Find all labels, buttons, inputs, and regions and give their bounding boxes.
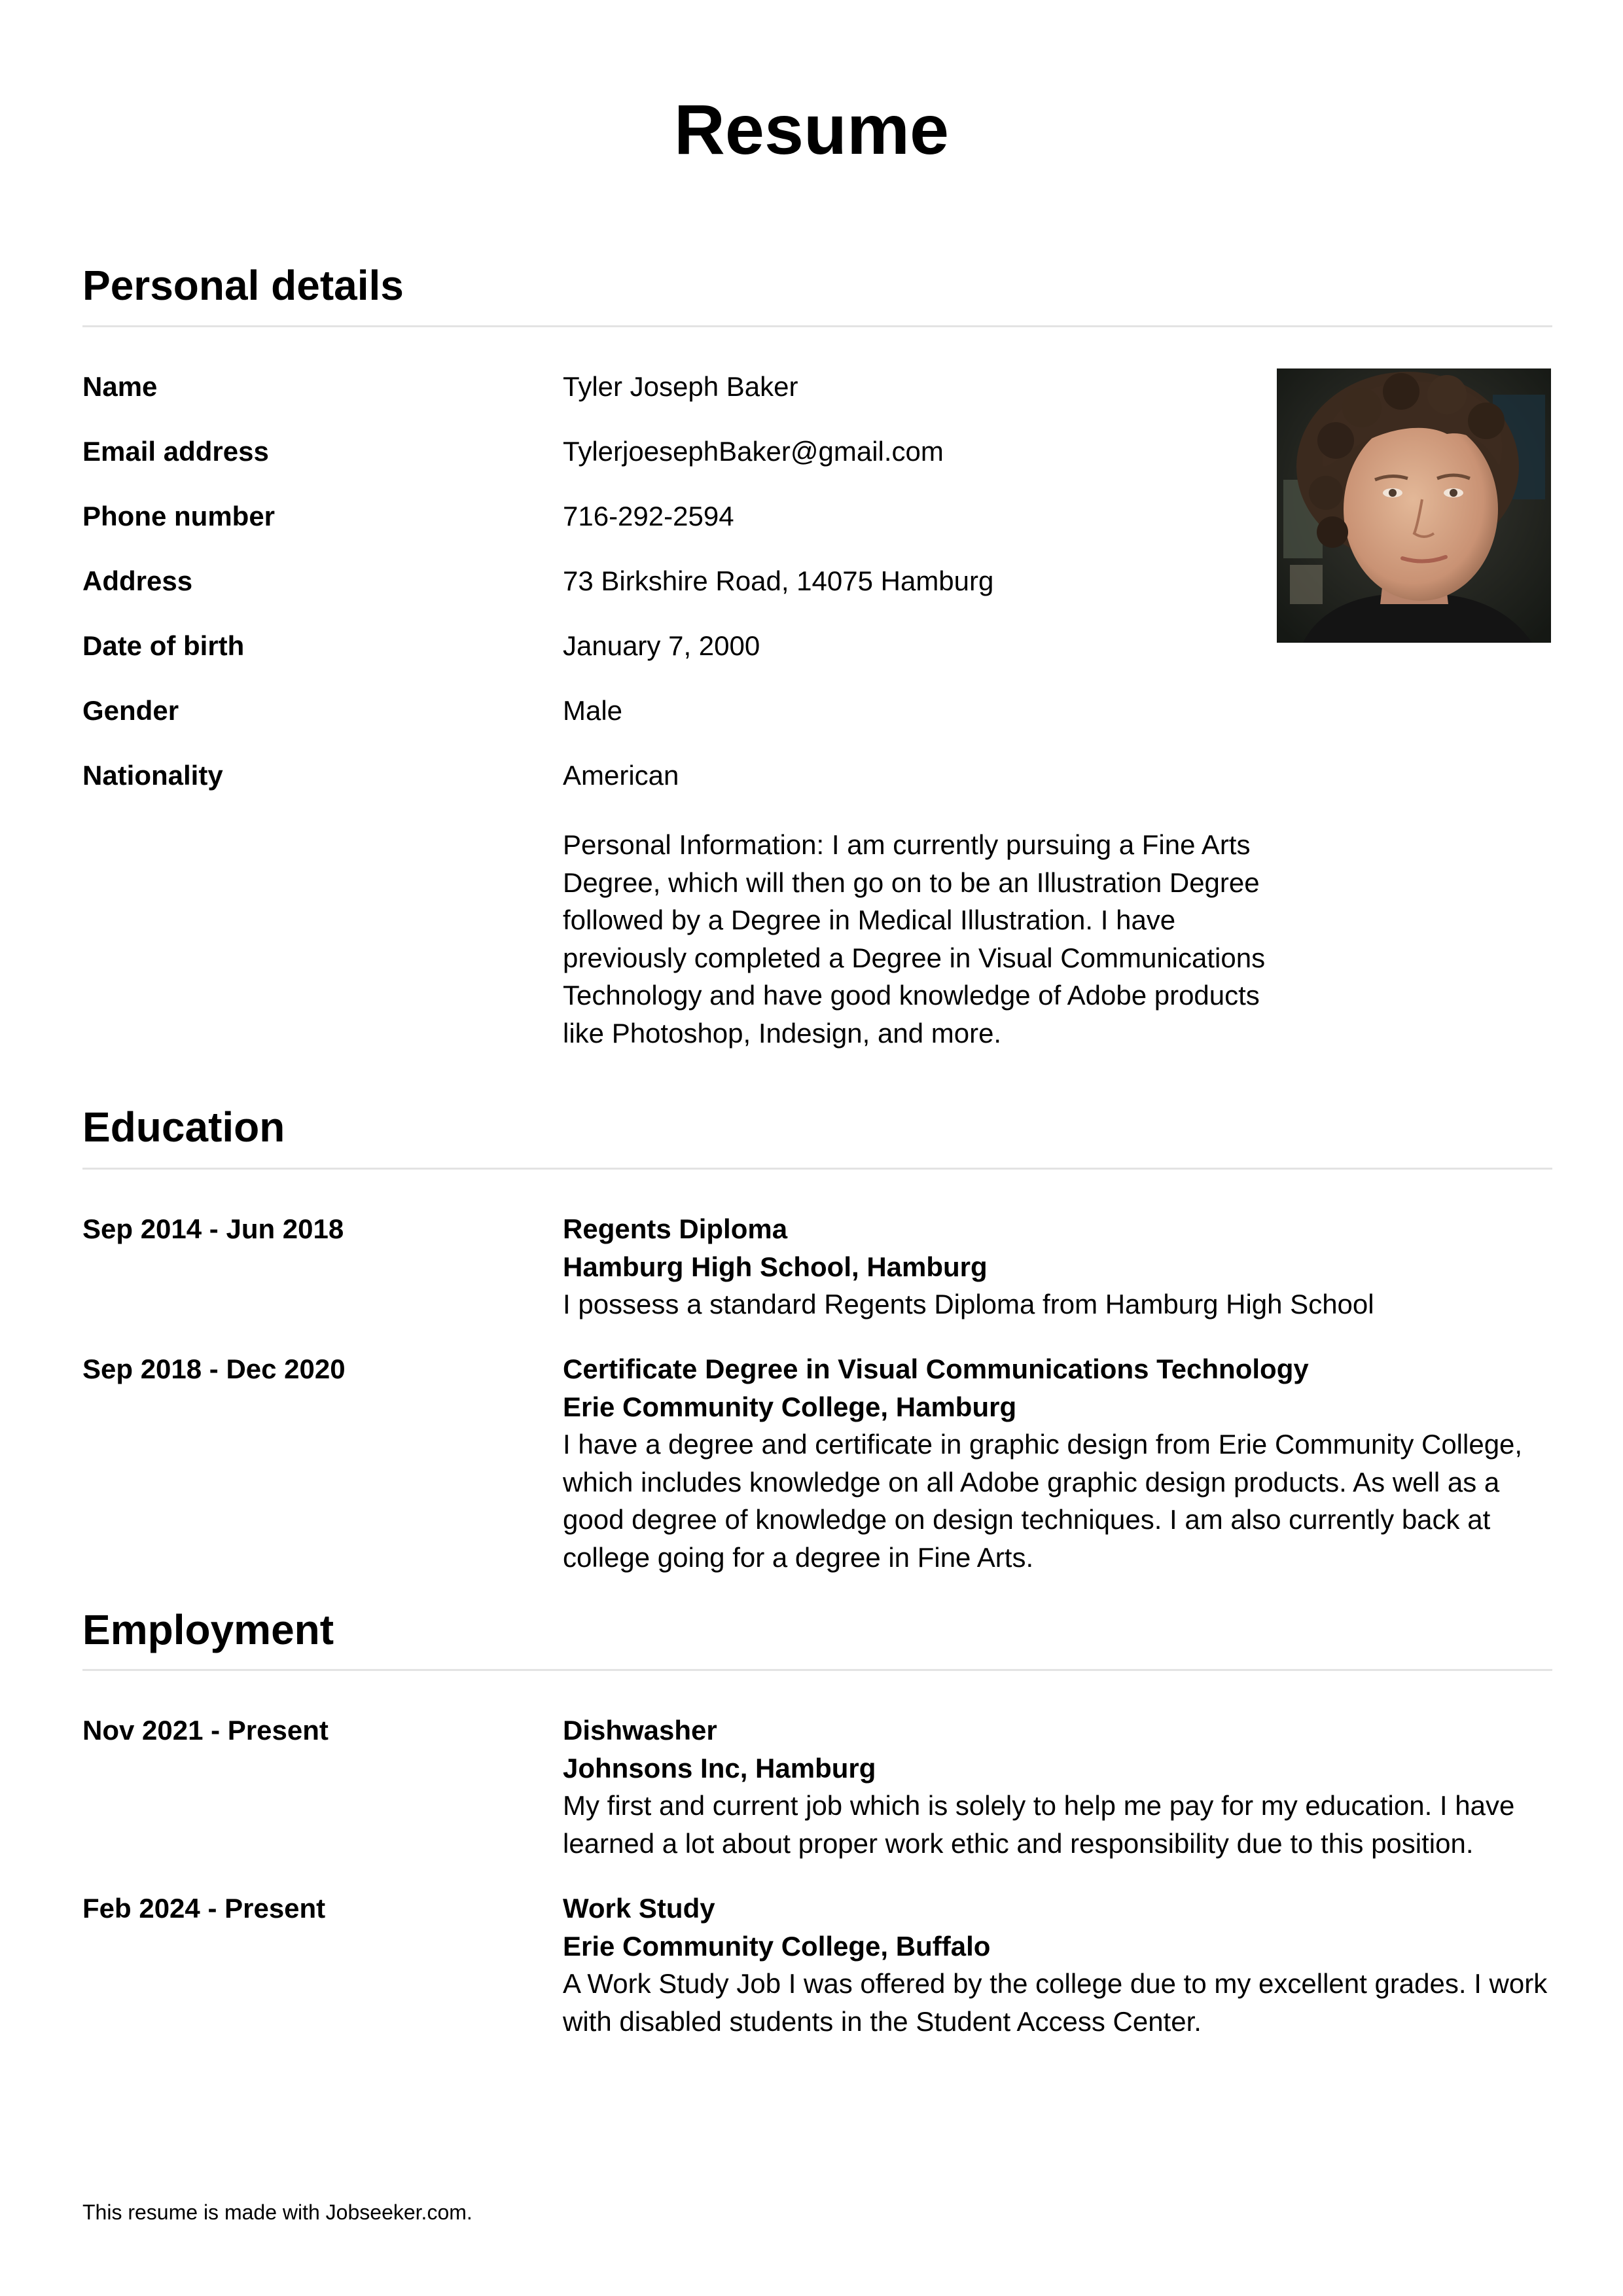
- date-of-birth-label: Date of birth: [82, 630, 245, 661]
- name-label: Name: [82, 371, 158, 402]
- job-title: Work Study: [563, 1893, 715, 1924]
- footer-note: This resume is made with Jobseeker.com.: [82, 2200, 473, 2224]
- profile-photo: [1277, 368, 1551, 643]
- date-of-birth-value: January 7, 2000: [563, 630, 760, 661]
- personal-bio: Personal Information: I am currently pursuing a Fine Arts Degree, which will then go on to be an Illustration Degree followed by a Degree in Medical Illustration. I have previously completed a Degree in Visual Communications Technology and have good knowledge of Adobe products like Photoshop, Indesign, and more.: [563, 829, 1266, 1049]
- education-description: I have a degree and certificate in graphic design from Erie Community College, which includes knowledge on all Adobe graphic design products. As well as a good degree of knowledge on design techniques. I am also currently back at college going for a degree in Fine Arts.: [563, 1429, 1523, 1573]
- education-title: Certificate Degree in Visual Communications Technology: [563, 1354, 1309, 1384]
- personal-details-heading: Personal details: [82, 262, 404, 309]
- employment-entry: [563, 1712, 1558, 1862]
- email-label: Email address: [82, 436, 269, 467]
- job-description: A Work Study Job I was offered by the college due to my excellent grades. I work with disabled students in the Student Access Center.: [563, 1968, 1548, 2037]
- education-school: Erie Community College, Hamburg: [563, 1391, 1017, 1422]
- gender-value: Male: [563, 695, 623, 726]
- employment-dates: Feb 2024 - Present: [82, 1893, 326, 1924]
- address-value: 73 Birkshire Road, 14075 Hamburg: [563, 565, 994, 596]
- address-label: Address: [82, 565, 193, 596]
- gender-label: Gender: [82, 695, 179, 726]
- education-heading: Education: [82, 1103, 285, 1151]
- email-value: TylerjoesephBaker@gmail.com: [563, 436, 944, 467]
- phone-value: 716-292-2594: [563, 501, 734, 531]
- job-description: My first and current job which is solely to help me pay for my education. I have learned a lot about proper work ethic and responsibility due to this position.: [563, 1790, 1515, 1859]
- education-description: I possess a standard Regents Diploma from Hamburg High School: [563, 1289, 1374, 1319]
- employer: Johnsons Inc, Hamburg: [563, 1752, 876, 1784]
- nationality-value: American: [563, 760, 679, 791]
- employment-heading: Employment: [82, 1606, 334, 1653]
- section-divider: [82, 1669, 1552, 1671]
- education-school: Hamburg High School, Hamburg: [563, 1251, 988, 1282]
- education-entry: [563, 1210, 1558, 1323]
- nationality-label: Nationality: [82, 760, 223, 791]
- name-value: Tyler Joseph Baker: [563, 371, 798, 402]
- document-title: Resume: [673, 90, 950, 169]
- employment-dates: Nov 2021 - Present: [82, 1715, 329, 1746]
- phone-label: Phone number: [82, 501, 276, 531]
- education-dates: Sep 2014 - Jun 2018: [82, 1213, 344, 1244]
- job-title: Dishwasher: [563, 1715, 717, 1746]
- section-divider: [82, 1168, 1552, 1170]
- education-entry: [563, 1350, 1558, 1576]
- profile-photo-illustration: [1277, 368, 1551, 643]
- section-divider: [82, 325, 1552, 327]
- education-dates: Sep 2018 - Dec 2020: [82, 1354, 346, 1384]
- employer: Erie Community College, Buffalo: [563, 1930, 991, 1962]
- education-title: Regents Diploma: [563, 1213, 788, 1244]
- employment-entry: [563, 1890, 1558, 2040]
